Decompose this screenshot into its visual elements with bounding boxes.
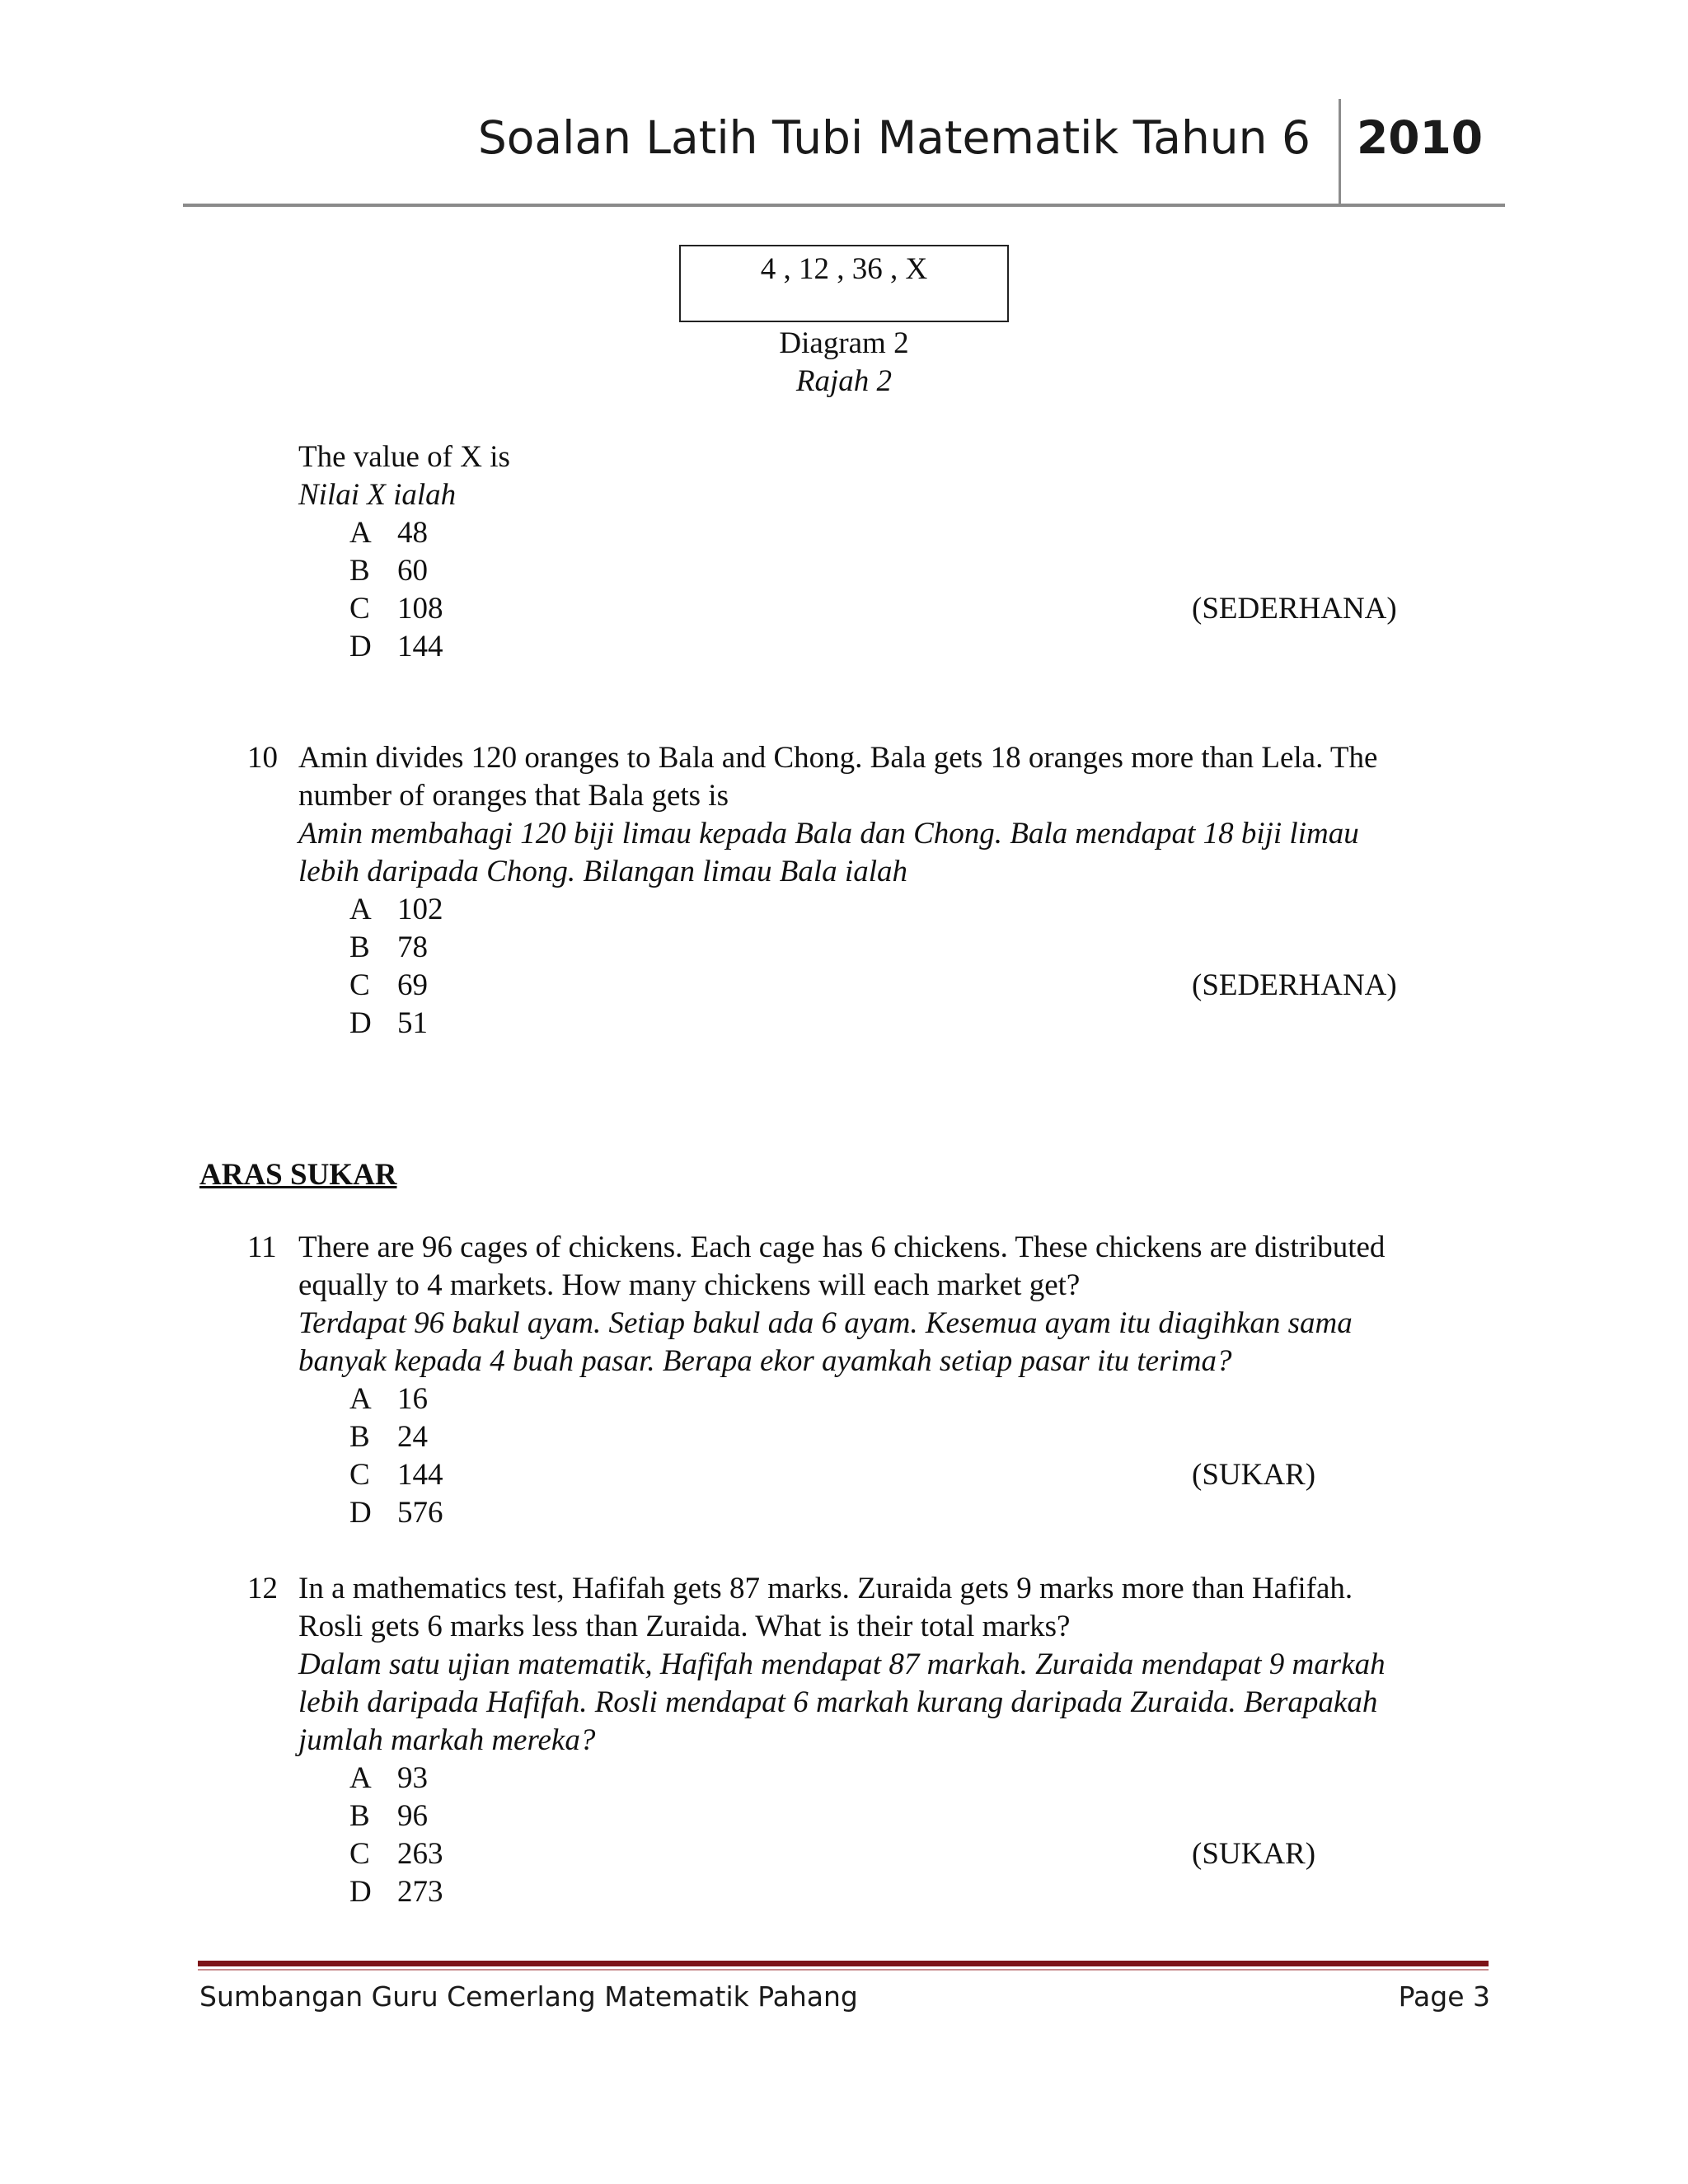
q12-level: (SUKAR) [1192, 1837, 1316, 1871]
q11-option-b-letter: B [349, 1420, 370, 1454]
q10-number: 10 [247, 741, 278, 775]
q11-option-a-letter: A [349, 1382, 372, 1416]
q11-option-d-letter: D [349, 1496, 372, 1530]
q9-option-c-letter: C [349, 592, 370, 626]
diagram-caption-ms: Rajah 2 [795, 364, 893, 398]
q11-option-c-value: 144 [397, 1458, 443, 1492]
q10-option-c-value: 69 [397, 968, 428, 1002]
q12-text-en-2: Rosli gets 6 marks less than Zuraida. What is their total marks? [298, 1610, 1071, 1643]
q10-option-d-letter: D [349, 1006, 372, 1040]
q12-text-ms-1: Dalam satu ujian matematik, Hafifah mendapat 87 markah. Zuraida mendapat 9 markah [298, 1647, 1386, 1681]
q9-level: (SEDERHANA) [1192, 592, 1397, 626]
q9-option-a-letter: A [349, 516, 372, 550]
q9-option-d-value: 144 [397, 630, 443, 663]
q12-option-b-letter: B [349, 1799, 370, 1833]
header-title: Soalan Latih Tubi Matematik Tahun 6 [477, 111, 1311, 164]
q11-option-a-value: 16 [397, 1382, 428, 1416]
q9-option-c-value: 108 [397, 592, 443, 626]
q12-text-en-1: In a mathematics test, Hafifah gets 87 marks. Zuraida gets 9 marks more than Hafifah. [298, 1572, 1353, 1605]
q9-option-b-value: 60 [397, 554, 428, 588]
q9-option-b-letter: B [349, 554, 370, 588]
q12-option-d-value: 273 [397, 1875, 443, 1909]
q10-option-a-letter: A [349, 893, 372, 926]
q9-text-en: The value of X is [298, 440, 510, 474]
header-separator [1339, 99, 1341, 206]
q10-text-en-2: number of oranges that Bala gets is [298, 779, 729, 813]
q12-option-c-letter: C [349, 1837, 370, 1871]
q11-level: (SUKAR) [1192, 1458, 1316, 1492]
section-heading: ARAS SUKAR [199, 1158, 397, 1192]
q11-number: 11 [247, 1230, 277, 1264]
q9-text-ms: Nilai X ialah [298, 478, 457, 512]
footer-rule [198, 1961, 1489, 1966]
q12-number: 12 [247, 1572, 278, 1605]
q11-text-ms-2: banyak kepada 4 buah pasar. Berapa ekor ayamkah setiap pasar itu terima? [298, 1344, 1232, 1378]
q9-option-d-letter: D [349, 630, 372, 663]
q10-text-ms-2: lebih daripada Chong. Bilangan limau Bala ialah [298, 855, 907, 888]
q10-option-b-value: 78 [397, 930, 428, 964]
q10-option-d-value: 51 [397, 1006, 428, 1040]
q12-option-c-value: 263 [397, 1837, 443, 1871]
diagram-caption-en: Diagram 2 [779, 326, 909, 360]
header-year: 2010 [1357, 111, 1484, 164]
q11-text-en-1: There are 96 cages of chickens. Each cage has 6 chickens. These chickens are distributed [298, 1230, 1386, 1264]
footer-credit: Sumbangan Guru Cemerlang Matematik Pahang [199, 1980, 858, 2013]
sequence-box: 4 , 12 , 36 , X [679, 245, 1009, 322]
q10-option-a-value: 102 [397, 893, 443, 926]
q12-text-ms-3: jumlah markah mereka? [298, 1723, 596, 1757]
q11-text-ms-1: Terdapat 96 bakul ayam. Setiap bakul ada 6 ayam. Kesemua ayam itu diagihkan sama [298, 1306, 1353, 1340]
footer-rule-light [198, 1969, 1489, 1971]
q11-option-d-value: 576 [397, 1496, 443, 1530]
q10-option-c-letter: C [349, 968, 370, 1002]
q9-option-a-value: 48 [397, 516, 428, 550]
q10-option-b-letter: B [349, 930, 370, 964]
q11-option-b-value: 24 [397, 1420, 428, 1454]
q12-option-d-letter: D [349, 1875, 372, 1909]
q12-option-a-letter: A [349, 1761, 372, 1795]
q10-text-ms-1: Amin membahagi 120 biji limau kepada Bala dan Chong. Bala mendapat 18 biji limau [298, 817, 1359, 851]
page-number: Page 3 [1398, 1980, 1490, 2013]
q12-option-a-value: 93 [397, 1761, 428, 1795]
q11-text-en-2: equally to 4 markets. How many chickens will each market get? [298, 1268, 1081, 1302]
q12-text-ms-2: lebih daripada Hafifah. Rosli mendapat 6 markah kurang daripada Zuraida. Berapakah [298, 1685, 1378, 1719]
q12-option-b-value: 96 [397, 1799, 428, 1833]
q11-option-c-letter: C [349, 1458, 370, 1492]
header-rule [183, 204, 1505, 207]
q10-level: (SEDERHANA) [1192, 968, 1397, 1002]
q10-text-en-1: Amin divides 120 oranges to Bala and Chong. Bala gets 18 oranges more than Lela. The [298, 741, 1378, 775]
